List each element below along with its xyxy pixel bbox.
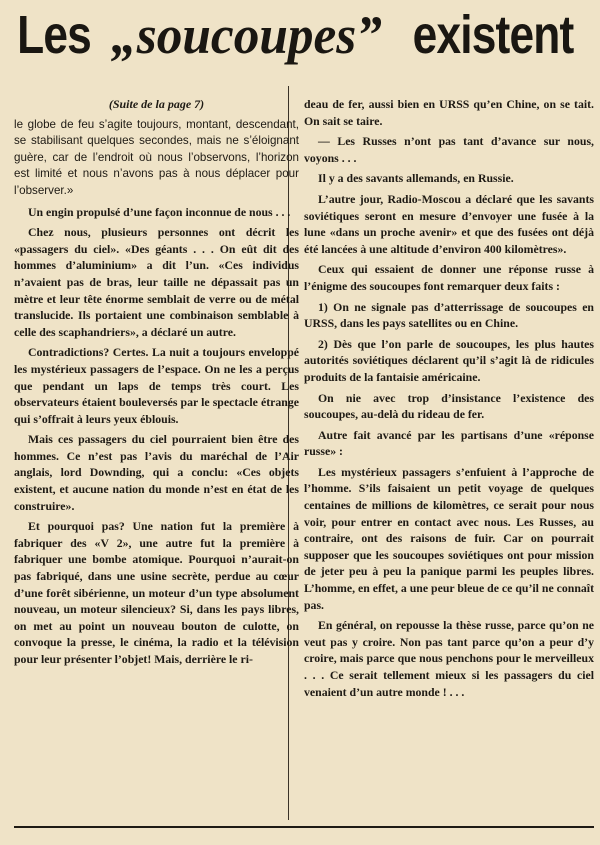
left-column xyxy=(14,96,299,672)
paragraph: On nie avec trop d’insistance l’existence des soucoupes, au-delà du rideau de fer. xyxy=(304,390,594,422)
paragraph: Il y a des savants allemands, en Russie. xyxy=(318,171,514,186)
paragraph: 1) On ne signale pas d’atterrissage de soucoupes en URSS, dans les pays satellites ou en Chine. xyxy=(304,299,594,331)
headline-word-les: Les xyxy=(17,5,91,65)
headline-word-soucoupes: „soucoupes” xyxy=(111,5,383,65)
bottom-rule xyxy=(14,826,594,828)
right-column xyxy=(304,96,594,704)
paragraph: Et pourquoi pas? Une nation fut la première à fabriquer des «V 2», une autre fut la première à fabriquer une bombe atomique. Pourquoi n’aurait-on pas fabriqué, dans une usine secrète, perdue au cœur d’une forêt sibérienne, un moteur d’un type absolument nouveau, un moteur silencieux? Si, dans les pays libres, on met au point un nouveau bouton de culotte, on convoque la presse, le cinéma, la radio et la télévision pour leur présenter l’objet! Mais, derrière le ri- xyxy=(14,519,299,666)
paragraph: Mais ces passagers du ciel pourraient bien être des hommes. Ce n’est pas l’avis du maréchal de l’Air anglais, lord Downding, qui a conclu: «Ces objets existent, et aucune nation du monde n’est en état de les construire». xyxy=(14,432,299,513)
paragraph: Contradictions? Certes. La nuit a toujours enveloppé les mystérieux passagers de l’espace. On ne les a perçus que pendant un laps de temps très court. Les observateurs étaient bouleversés par le spectacle étrange qui s’offrait à leurs yeux éblouis. xyxy=(14,345,299,426)
headline xyxy=(0,4,600,76)
paragraph: le globe de feu s’agite toujours, montant, descendant, se stabilisant quelques secondes, mais ne s’éloignant guère, car de l’endroit où nous l’observons, l’horizon est limité et nous n’avons pas à nous déplacer pour l’observer.» xyxy=(14,117,299,197)
continued-note: (Suite de la page 7) xyxy=(108,97,205,111)
paragraph: Autre fait avancé par les partisans d’une «réponse russe» : xyxy=(304,427,594,459)
paragraph: En général, on repousse la thèse russe, parce qu’on ne veut pas y croire. Non pas tant parce qu’on a peur d’y croire, mais parce que nous penchons pour le merveilleux . . . Ce serait tellement mieux si les passagers du ciel venaient d’un autre monde ! . . . xyxy=(304,618,594,699)
headline-word-existent: existent xyxy=(412,5,574,65)
paragraph: Un engin propulsé d’une façon inconnue de nous . . . xyxy=(28,204,291,219)
paragraph: Les mystérieux passagers s’enfuient à l’approche de l’homme. S’ils faisaient un petit voyage de quelques centaines de millions de kilomètres, ce serait pour nous voir, pour entrer en contact avec nous. Les Russes, au contraire, ont des raisons de fuir. Car on pourrait supposer que les soucoupes soviétiques ont pour mission de jeter peu à peu la panique parmi les peuples libres. L’homme, en effet, a une peur bleue de ce qu’il ne connaît pas. xyxy=(304,464,594,612)
paragraph: deau de fer, aussi bien en URSS qu’en Chine, on se tait. On sait se taire. xyxy=(304,97,594,128)
paragraph: Chez nous, plusieurs personnes ont décrit les «passagers du ciel». «Des géants . . . On eût dit des hommes d’aluminium» a dit l’un. «Ces individus n’avaient pas de bras, leur taille ne dépassait pas un mètre et leur tête énorme semblait de verre ou de métal translucide. Ils portaient une combinaison semblable à celle des scaphandriers», a déclaré un autre. xyxy=(14,225,299,339)
paragraph: L’autre jour, Radio-Moscou a déclaré que les savants soviétiques seront en mesure d’envoyer une fusée à la lune «dans un proche avenir» et que des fusées ont déjà été lancées à une altitude d’environ 400 kilomètres». xyxy=(304,191,594,256)
paragraph: — Les Russes n’ont pas tant d’avance sur nous, voyons . . . xyxy=(304,134,594,165)
paragraph: 2) Dès que l’on parle de soucoupes, les plus hautes autorités soviétiques déclarent qu’il s’agit là de ridicules produits de la fantaisie américaine. xyxy=(304,336,594,384)
paragraph: Ceux qui essaient de donner une réponse russe à l’énigme des soucoupes font remarquer deux faits : xyxy=(304,262,594,293)
